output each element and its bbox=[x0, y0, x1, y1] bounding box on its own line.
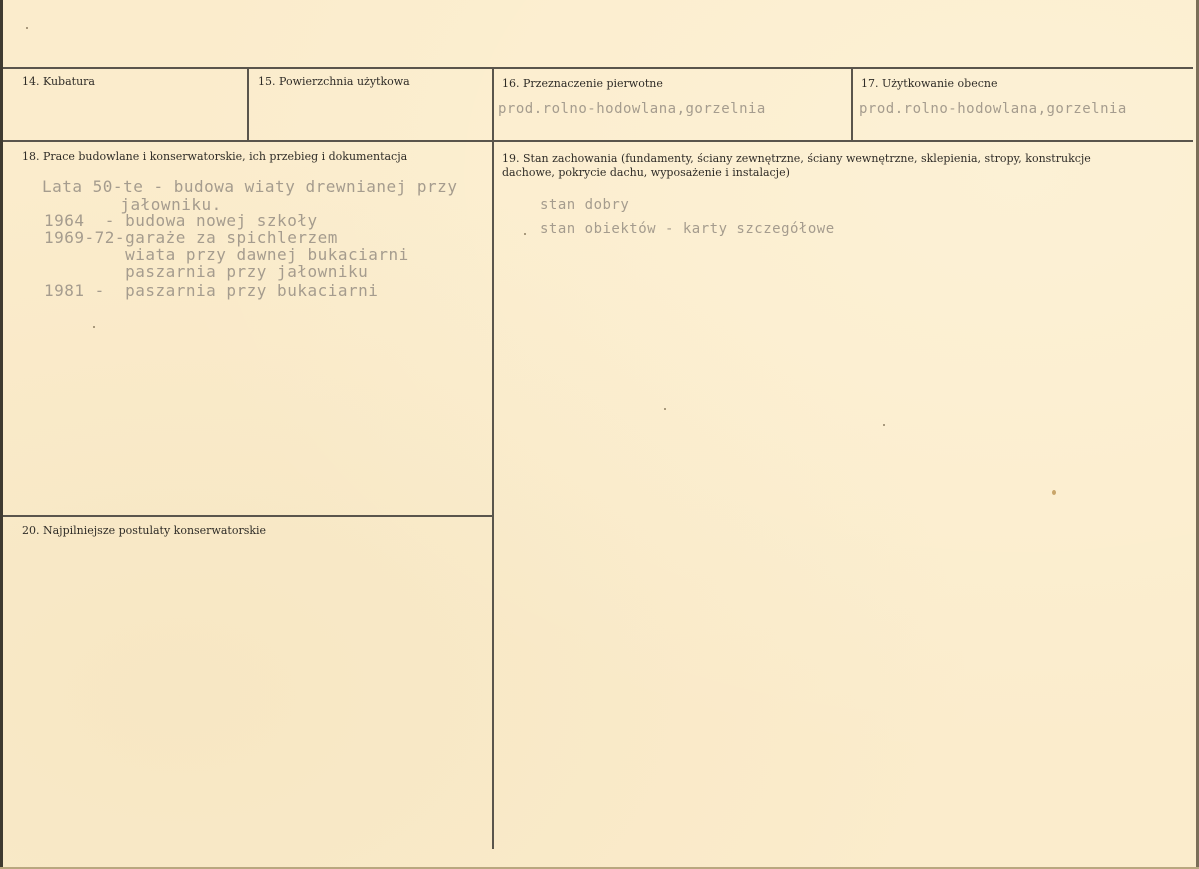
second-rule bbox=[3, 140, 1193, 142]
top-rule bbox=[3, 67, 1193, 69]
field-19-label: 19. Stan zachowania (fundamenty, ściany zewnętrzne, ściany wewnętrzne, sklepienia, stropy, konstrukcje dachowe, pokrycie dachu, wyposażenie i instalacje) bbox=[502, 152, 1091, 179]
field-14-label: 14. Kubatura bbox=[22, 75, 95, 88]
paper-speck bbox=[664, 408, 666, 410]
middle-left-rule bbox=[3, 515, 493, 517]
paper-speck bbox=[93, 326, 95, 328]
field-20-label: 20. Najpilniejsze postulaty konserwatorskie bbox=[22, 524, 267, 537]
divider-15-16 bbox=[492, 67, 494, 849]
field-18-line: 1981 - paszarnia przy bukaciarni bbox=[44, 281, 379, 300]
field-17-label: 17. Użytkowanie obecne bbox=[861, 77, 998, 90]
field-18-label: 18. Prace budowlane i konserwatorskie, ich przebieg i dokumentacja bbox=[22, 150, 408, 163]
field-18-line: 1969-72-garaże za spichlerzem bbox=[44, 228, 338, 247]
field-19-line: stan obiektów - karty szczegółowe bbox=[540, 221, 835, 237]
paper-speck bbox=[1052, 490, 1056, 495]
field-16-value: prod.rolno-hodowlana,gorzelnia bbox=[498, 101, 766, 117]
paper-speck bbox=[883, 424, 885, 426]
field-18-line: Lata 50-te - budowa wiaty drewnianej przy bbox=[42, 177, 458, 196]
field-17-value: prod.rolno-hodowlana,gorzelnia bbox=[859, 101, 1127, 117]
field-16-label: 16. Przeznaczenie pierwotne bbox=[502, 77, 663, 90]
field-15-label: 15. Powierzchnia użytkowa bbox=[258, 75, 410, 88]
divider-16-17 bbox=[851, 67, 853, 140]
field-18-line: paszarnia przy jałowniku bbox=[44, 262, 369, 281]
field-18-line: jałowniku. bbox=[90, 195, 222, 214]
field-19-line: stan dobry bbox=[540, 197, 630, 213]
card-left-edge bbox=[0, 0, 3, 869]
field-18-line: wiata przy dawnej bukaciarni bbox=[44, 245, 409, 264]
paper-speck bbox=[26, 27, 28, 29]
paper-speck bbox=[524, 233, 526, 235]
field-18-line: 1964 - budowa nowej szkoły bbox=[44, 211, 318, 230]
divider-14-15 bbox=[247, 67, 249, 140]
